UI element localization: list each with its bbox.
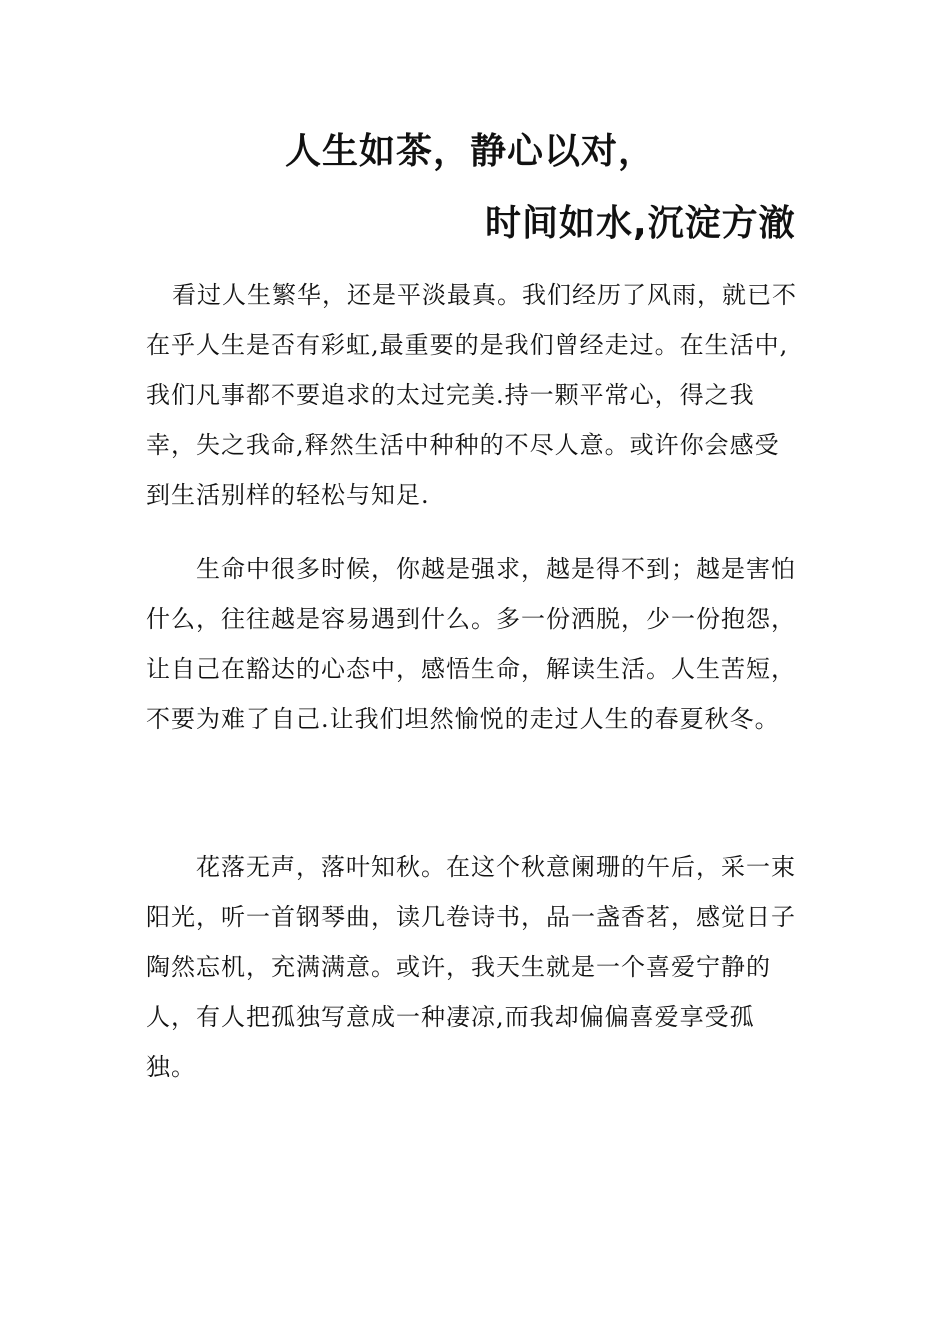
- title-line-2: 时间如水,沉淀方澈: [485, 203, 796, 244]
- paragraph-1: 看过人生繁华，还是平淡最真。我们经历了风雨，就已不在乎人生是否有彩虹,最重要的是我们曾经走过。在生活中,我们凡事都不要追求的太过完美.持一颗平常心，得之我幸，失之我命,释然生活中种种的不尽人意。或许你会感受到生活别样的轻松与知足.: [146, 281, 797, 509]
- title-line-1: 人生如茶，静心以对，: [285, 131, 656, 172]
- paragraph-2: 生命中很多时候，你越是强求，越是得不到；越是害怕什么，往往越是容易遇到什么。多一份洒脱，少一份抱怨，让自己在豁达的心态中，感悟生命，解读生活。人生苦短，不要为难了自己.让我们坦然愉悦的走过人生的春夏秋冬。: [146, 555, 796, 733]
- paragraph-3: 花落无声，落叶知秋。在这个秋意阑珊的午后，采一束阳光，听一首钢琴曲，读几卷诗书，品一盏香茗，感觉日子陶然忘机，充满满意。或许，我天生就是一个喜爱宁静的人，有人把孤独写意成一种凄凉,而我却偏偏喜爱享受孤独。: [146, 853, 796, 1081]
